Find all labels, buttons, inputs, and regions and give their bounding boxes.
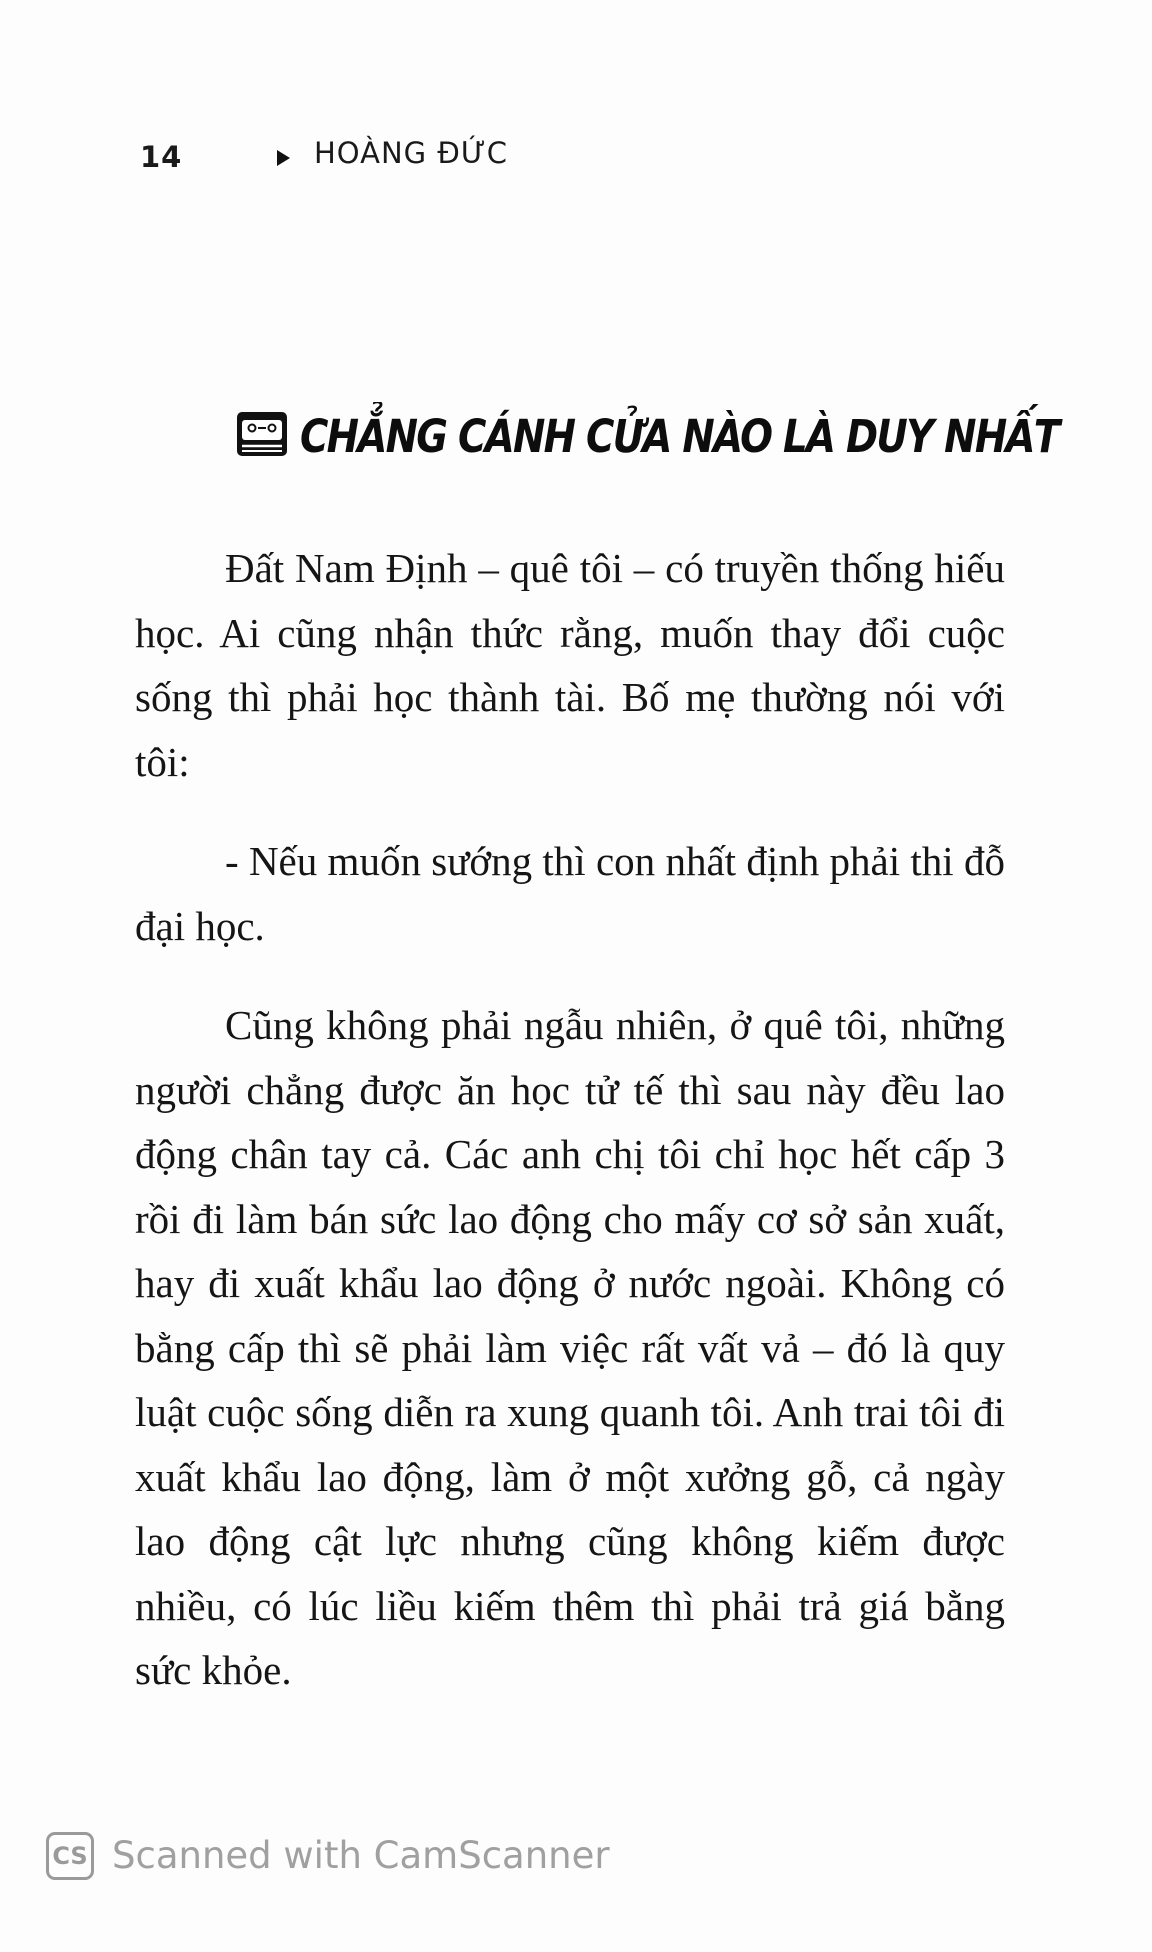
paragraph: Cũng không phải ngẫu nhiên, ở quê tôi, những người chẳng được ăn học tử tế thì sau này đều lao động chân tay cả. Các anh chị tôi chỉ học hết cấp 3 rồi đi làm bán sức lao động cho mấy cơ sở sản xuất, hay đi xuất khẩu lao động ở nước ngoài. Không có bằng cấp thì sẽ phải làm việc rất vất vả – đó là quy luật cuộc sống diễn ra xung quanh tôi. Anh trai tôi đi xuất khẩu lao động, làm ở một xưởng gỗ, cả ngày lao động cật lực nhưng cũng không kiếm được nhiều, có lúc liều kiếm thêm thì phải trả giá bằng sức khỏe. (135, 1002, 1005, 1693)
triangle-bullet-icon (277, 150, 290, 166)
camscanner-logo: CS (46, 1832, 94, 1880)
body-text (135, 536, 1005, 1738)
watermark-text: Scanned with CamScanner (112, 1834, 610, 1877)
chapter-title: CHẲNG CÁNH CỬA NÀO LÀ DUY NHẤT (300, 410, 1059, 463)
chapter-heading (234, 402, 1059, 482)
author-name: HOÀNG ĐỨC (314, 136, 508, 170)
scanner-watermark (46, 1832, 646, 1888)
running-head (140, 136, 740, 176)
paragraph: - Nếu muốn sướng thì con nhất định phải thi đỗ đại học. (135, 838, 1005, 949)
paragraph: Đất Nam Định – quê tôi – có truyền thống hiếu học. Ai cũng nhận thức rằng, muốn thay đổi cuộc sống thì phải học thành tài. Bố mẹ thường nói với tôi: (135, 545, 1005, 785)
page-number: 14 (140, 140, 183, 174)
notepad-icon (234, 406, 292, 464)
